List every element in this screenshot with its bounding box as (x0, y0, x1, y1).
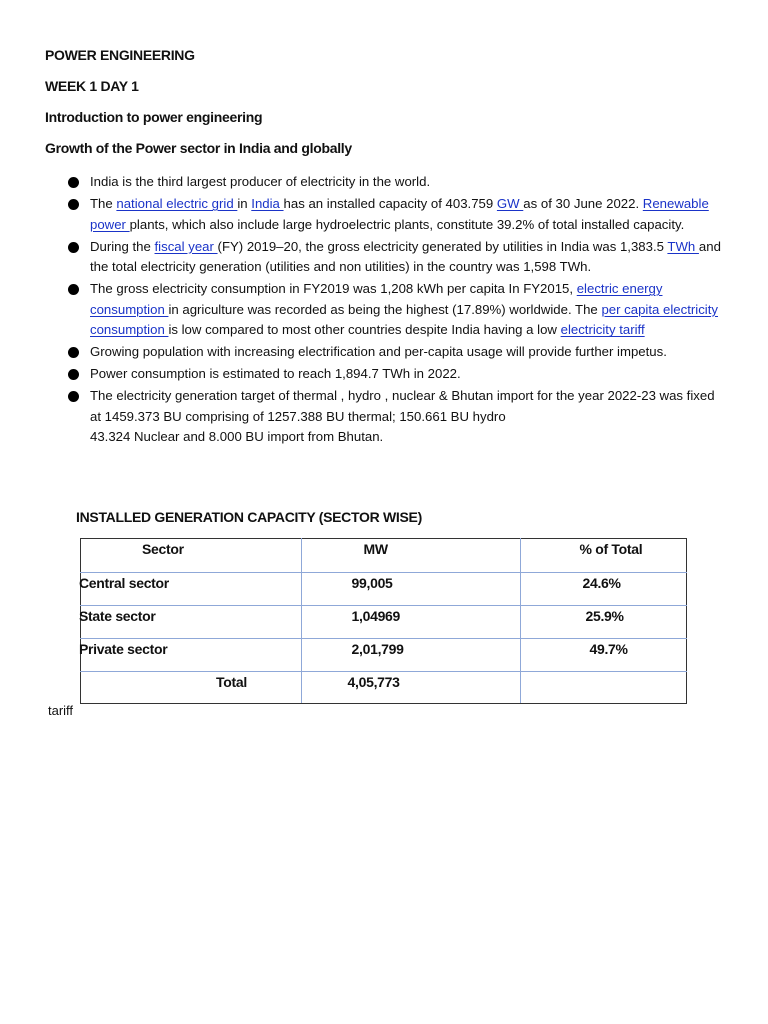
bullet-text: has an installed capacity of 403.759 (283, 195, 497, 211)
list-item (66, 237, 726, 278)
bullet-text: 43.324 Nuclear and 8.000 BU import from Bhutan. (90, 429, 384, 445)
bullet-text: and the total electricity generation (utilities and non utilities) in the country was 1,598 TWh. (90, 238, 721, 275)
cell-sector-text: Private sector (79, 641, 168, 657)
table-title: INSTALLED GENERATION CAPACITY (SECTOR WISE) (76, 509, 422, 525)
link-renewable-power[interactable]: Renewable power (90, 195, 709, 232)
cell-total-label (81, 672, 302, 704)
link-national-electric-grid[interactable]: national electric grid (116, 195, 238, 211)
bullet-dot-icon (68, 177, 79, 188)
list-item (66, 342, 726, 363)
cell-sector (81, 639, 302, 672)
cell-mw-text: 1,04969 (351, 608, 401, 624)
list-item (66, 194, 726, 235)
bullet-text: plants, which also include large hydroelectric plants, constitute 39.2% of total installed capacity. (129, 216, 685, 232)
cell-sector (81, 606, 302, 639)
link-fiscal-year[interactable]: fiscal year (154, 238, 218, 254)
bullet-dot-icon (68, 242, 79, 253)
bullet-dot-icon (68, 391, 79, 402)
header-sector (81, 539, 302, 573)
cell-mw (301, 573, 521, 606)
cell-mw-text: 2,01,799 (351, 641, 404, 657)
link-per-capita-electricity-consumption[interactable]: per capita electricity consumption (90, 301, 718, 338)
week-day-heading: WEEK 1 DAY 1 (45, 78, 139, 94)
table-row (81, 639, 687, 672)
bullet-dot-icon (68, 199, 79, 210)
header-pct-label: % of Total (579, 541, 643, 557)
header-mw-label: MW (363, 541, 388, 557)
bullet-text: is low compared to most other countries despite India having a low (168, 322, 561, 338)
total-mw-text: 4,05,773 (347, 674, 400, 690)
link-twh[interactable]: TWh (667, 238, 699, 254)
list-item (66, 172, 726, 193)
list-item (66, 279, 726, 341)
growth-heading: Growth of the Power sector in India and globally (45, 140, 352, 156)
bullet-text: in (237, 195, 252, 211)
cell-total-pct (521, 672, 687, 704)
stray-tariff-text: tariff (48, 703, 74, 718)
header-sector-label: Sector (142, 541, 184, 557)
cell-pct-text: 49.7% (589, 641, 628, 657)
cell-pct (521, 639, 687, 672)
cell-sector (81, 573, 302, 606)
link-india[interactable]: India (251, 195, 284, 211)
bullet-text: The gross electricity consumption in FY2019 was 1,208 kWh per capita In FY2015, (90, 281, 577, 297)
header-mw (301, 539, 521, 573)
intro-heading: Introduction to power engineering (45, 109, 263, 125)
table-row (81, 573, 687, 606)
bullet-text: Growing population with increasing electrification and per-capita usage will provide further impetus. (90, 344, 667, 360)
cell-mw (301, 606, 521, 639)
cell-mw (301, 639, 521, 672)
bullet-text: as of 30 June 2022. (523, 195, 643, 211)
bullet-text: During the (90, 238, 155, 254)
cell-sector-text: Central sector (79, 575, 169, 591)
cell-pct-text: 25.9% (585, 608, 624, 624)
list-item (66, 386, 726, 448)
total-pct-text (521, 672, 686, 674)
cell-pct (521, 573, 687, 606)
course-title: POWER ENGINEERING (45, 47, 195, 63)
link-electric-energy-consumption[interactable]: electric energy consumption (90, 281, 663, 317)
capacity-table (80, 538, 687, 704)
bullet-list (66, 172, 726, 449)
cell-sector-text: State sector (79, 608, 156, 624)
total-label-text: Total (216, 674, 247, 690)
bullet-text: India is the third largest producer of electricity in the world. (90, 174, 431, 189)
table-header-row (81, 539, 687, 573)
link-gw[interactable]: GW (496, 195, 524, 211)
bullet-text: The (90, 195, 117, 211)
bullet-text: The electricity generation target of thermal , hydro , nuclear & Bhutan import for the year 2022-23 was fixed at 1459.373 BU comprising of 1257.388 BU thermal; 150.661 BU hydro (90, 388, 715, 424)
cell-pct (521, 606, 687, 639)
bullet-text: in agriculture was recorded as being the highest (17.89%) worldwide. The (168, 301, 602, 317)
header-pct (521, 539, 687, 573)
cell-mw-text: 99,005 (351, 575, 393, 591)
table-total-row (81, 672, 687, 704)
bullet-text: Power consumption is estimated to reach 1,894.7 TWh in 2022. (90, 366, 461, 382)
table-row (81, 606, 687, 639)
list-item (66, 364, 726, 385)
bullet-dot-icon (68, 369, 79, 380)
cell-pct-text: 24.6% (582, 575, 621, 591)
bullet-text: (FY) 2019–20, the gross electricity generated by utilities in India was 1,383.5 (217, 238, 668, 254)
link-electricity-tariff[interactable]: electricity tariff (560, 322, 645, 338)
cell-total-mw (301, 672, 521, 704)
bullet-dot-icon (68, 284, 79, 295)
bullet-dot-icon (68, 347, 79, 358)
